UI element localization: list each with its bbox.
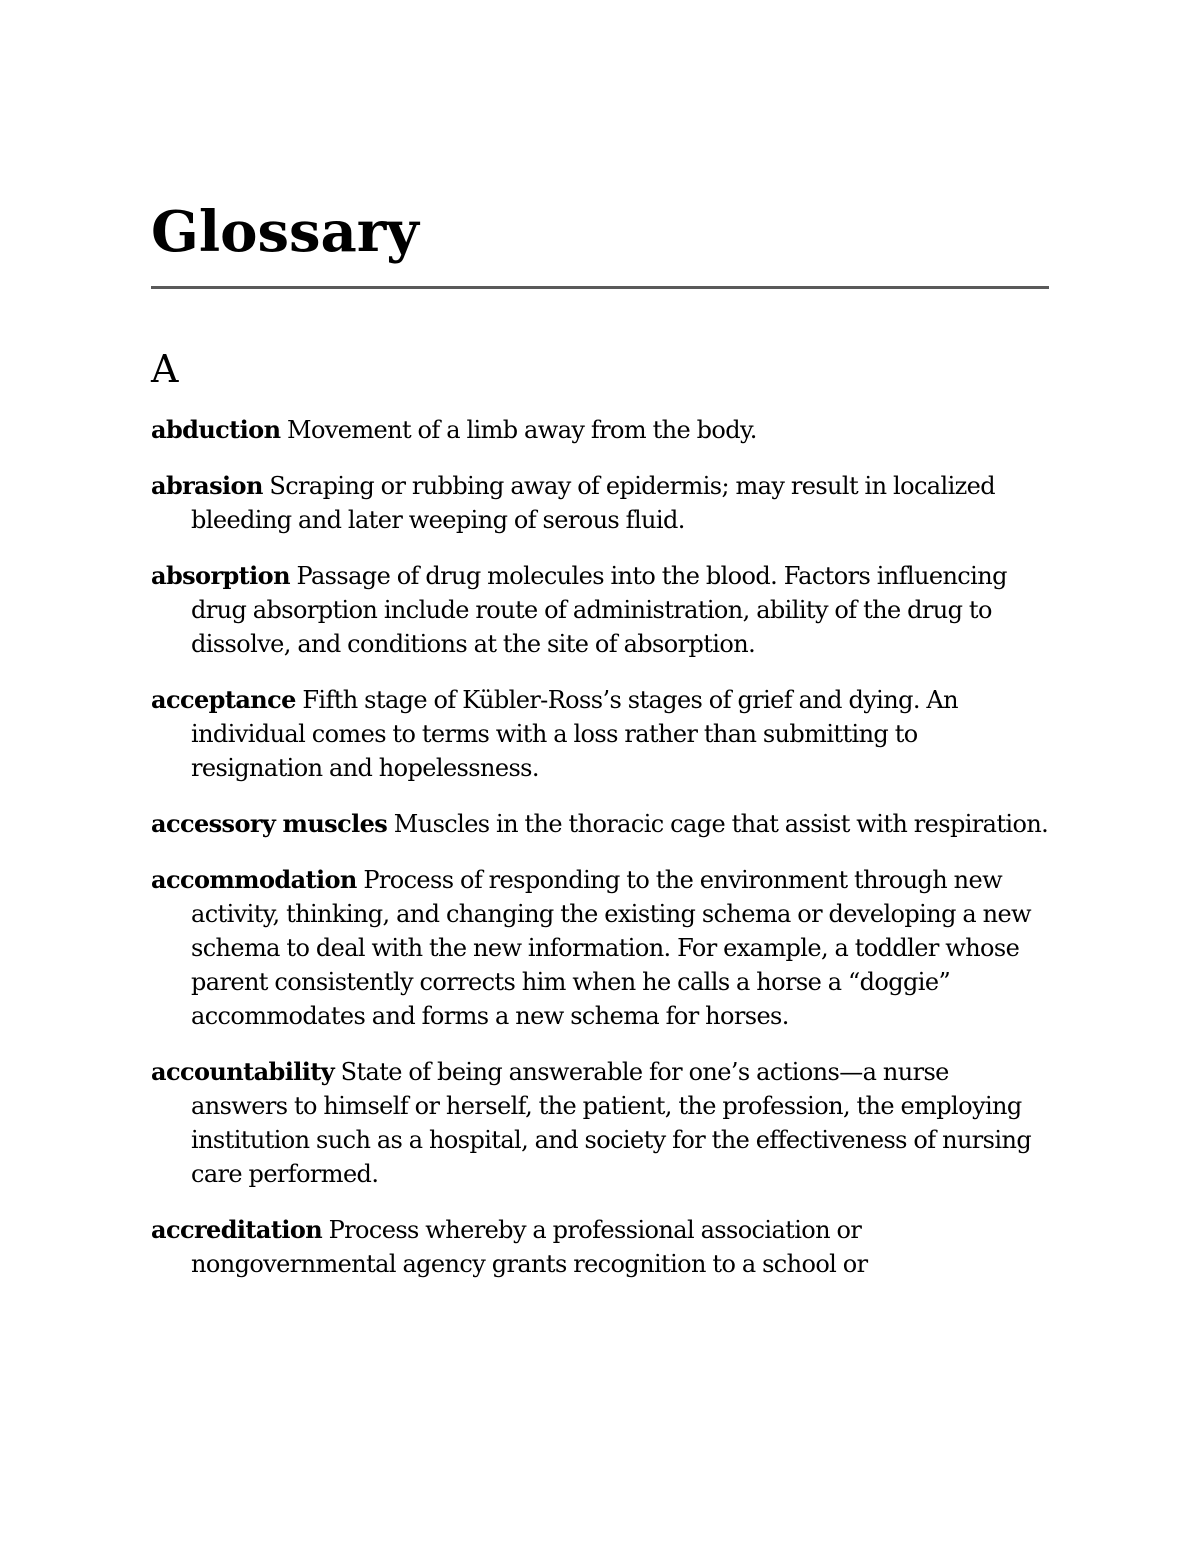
glossary-entry [151,469,1049,537]
entry-term: accessory muscles [151,809,388,838]
entry-definition: Movement of a limb away from the body. [286,416,757,444]
glossary-entry [151,807,1049,841]
entry-term: acceptance [151,685,296,714]
entry-definition: Fifth stage of Kübler-Ross’s stages of grief and dying. An individual comes to terms with a loss rather than submitting to resignation and hopelessness. [191,686,959,782]
entry-term: accreditation [151,1215,323,1244]
entry-term: abrasion [151,471,263,500]
entry-term: abduction [151,415,281,444]
entry-definition: Muscles in the thoracic cage that assist with respiration. [393,810,1049,838]
entry-term: accountability [151,1057,335,1086]
entry-term: accommodation [151,865,357,894]
glossary-entries [151,413,1049,1303]
glossary-entry [151,683,1049,785]
entry-definition: Passage of drug molecules into the blood. Factors influencing drug absorption include route of administration, ability of the drug to dissolve, and conditions at the site of absorption. [191,562,1007,658]
entry-definition: Process of responding to the environment through new activity, thinking, and changing the existing schema or developing a new schema to deal with the new information. For example, a toddler whose parent consistently corrects him when he calls a horse a “doggie” accommodates and forms a new schema for horses. [191,866,1031,1030]
entry-definition: Scraping or rubbing away of epidermis; may result in localized bleeding and later weeping of serous fluid. [191,472,996,534]
glossary-entry [151,559,1049,661]
section-letter: A [151,347,179,391]
glossary-entry [151,1213,1049,1281]
page-title: Glossary [151,199,419,265]
glossary-entry [151,863,1049,1033]
glossary-entry [151,413,1049,447]
entry-term: absorption [151,561,290,590]
entry-definition: Process whereby a professional association or nongovernmental agency grants recognition to a school or [191,1216,868,1278]
glossary-entry [151,1055,1049,1191]
title-divider [151,286,1049,289]
entry-definition: State of being answerable for one’s actions—a nurse answers to himself or herself, the patient, the profession, the employing institution such as a hospital, and society for the effectiveness of nursing care performed. [191,1058,1032,1188]
